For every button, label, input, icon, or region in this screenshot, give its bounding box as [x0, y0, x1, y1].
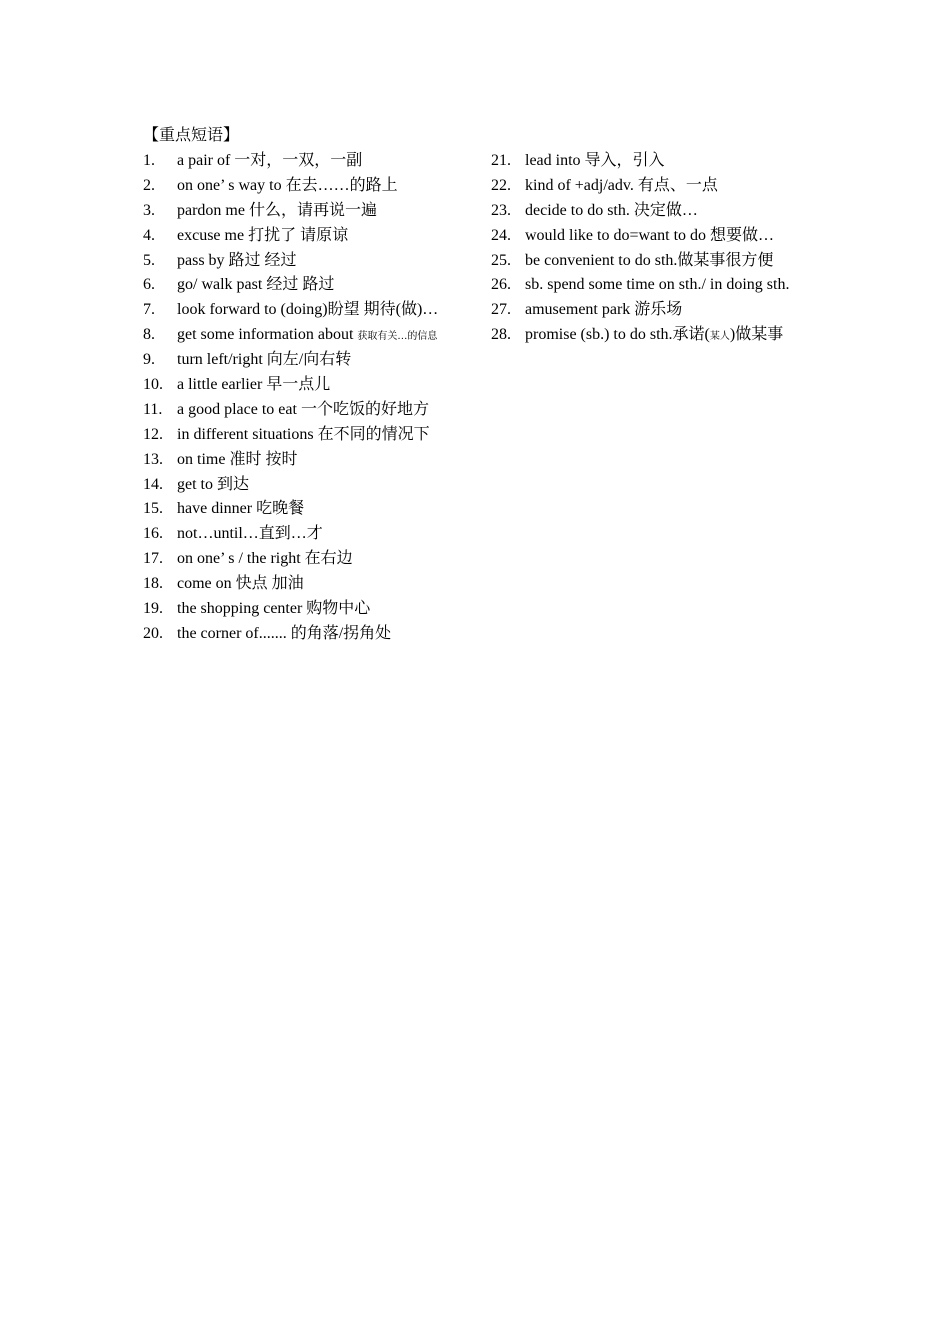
phrase-main: come on 快点 加油: [177, 575, 304, 593]
phrase-item: [491, 300, 789, 325]
phrase-text: [177, 574, 304, 599]
phrase-main: the shopping center 购物中心: [177, 600, 371, 618]
phrase-main: turn left/right 向左/向右转: [177, 351, 352, 369]
phrase-list-right: [491, 151, 789, 350]
phrase-number: 13.: [143, 450, 163, 468]
phrase-main: on time 准时 按时: [177, 450, 298, 468]
phrase-tail: )做某事: [729, 326, 784, 344]
phrase-number: 11.: [143, 400, 163, 418]
phrase-main: not…until…直到…才: [177, 525, 323, 543]
phrase-number: 14.: [143, 475, 163, 493]
phrase-number: 27.: [491, 301, 511, 319]
phrase-text: [177, 599, 370, 624]
phrase-number: 28.: [491, 326, 511, 344]
phrase-text: [177, 275, 334, 300]
phrase-number: 17.: [143, 550, 163, 568]
phrase-item: [143, 201, 438, 226]
phrase-main: be convenient to do sth.做某事很方便: [525, 251, 774, 269]
phrase-item: [143, 574, 438, 599]
phrase-main: look forward to (doing)盼望 期待(做)…: [177, 301, 439, 319]
phrase-number: 24.: [491, 226, 511, 244]
phrase-item: [491, 325, 789, 350]
phrase-text: [525, 300, 682, 325]
phrase-main: a good place to eat 一个吃饭的好地方: [177, 400, 429, 418]
phrase-list-left: [143, 151, 438, 649]
phrase-item: [143, 151, 438, 176]
phrase-number: 25.: [491, 251, 511, 269]
phrase-text: [525, 176, 718, 201]
phrase-item: [143, 251, 438, 276]
phrase-main: promise (sb.) to do sth.承诺(: [525, 326, 710, 344]
phrase-text: [177, 300, 438, 325]
phrase-number: 19.: [143, 600, 163, 618]
phrase-number: 20.: [143, 624, 163, 642]
phrase-text: [177, 450, 297, 475]
phrase-text: [177, 176, 398, 201]
phrase-main: have dinner 吃晚餐: [177, 500, 305, 518]
phrase-number: 10.: [143, 376, 163, 394]
phrase-text: [177, 624, 391, 649]
phrase-text: [177, 549, 353, 574]
phrase-text: [177, 499, 304, 524]
phrase-number: 9.: [143, 351, 155, 369]
section-heading: 【重点短语】: [143, 127, 240, 144]
phrase-main: get some information about: [177, 326, 358, 344]
phrase-item: [143, 624, 438, 649]
phrase-number: 2.: [143, 176, 155, 194]
phrase-text: [177, 475, 249, 500]
phrase-text: [177, 201, 377, 226]
phrase-item: [143, 300, 438, 325]
phrase-small-note: 获取有关…的信息: [357, 331, 438, 343]
phrase-main: pardon me 什么，请再说一遍: [177, 201, 377, 219]
phrase-text: [525, 251, 773, 276]
phrase-text: [525, 201, 698, 226]
phrase-main: the corner of....... 的角落/拐角处: [177, 624, 392, 642]
phrase-number: 26.: [491, 276, 511, 294]
phrase-item: [143, 524, 438, 549]
phrase-number: 23.: [491, 201, 511, 219]
phrase-text: [177, 400, 429, 425]
phrase-main: go/ walk past 经过 路过: [177, 276, 335, 294]
phrase-item: [143, 375, 438, 400]
phrase-main: lead into 导入，引入: [525, 152, 665, 169]
phrase-number: 15.: [143, 500, 163, 518]
phrase-text: [177, 251, 297, 276]
phrase-item: [143, 475, 438, 500]
phrase-main: decide to do sth. 决定做…: [525, 201, 698, 219]
phrase-text: [525, 226, 774, 251]
phrase-number: 22.: [491, 176, 511, 194]
phrase-main: would like to do=want to do 想要做…: [525, 226, 775, 244]
phrase-item: [143, 325, 438, 350]
phrase-item: [143, 275, 438, 300]
phrase-main: get to 到达: [177, 475, 249, 493]
phrase-item: [491, 251, 789, 276]
phrase-number: 5.: [143, 251, 155, 269]
phrase-main: in different situations 在不同的情况下: [177, 425, 430, 443]
phrase-number: 3.: [143, 201, 155, 219]
phrase-main: a little earlier 早一点儿: [177, 376, 331, 394]
phrase-main: a pair of 一对，一双，一副: [177, 152, 363, 169]
phrase-item: [143, 226, 438, 251]
phrase-main: sb. spend some time on sth./ in doing sth.: [525, 276, 790, 294]
phrase-item: [491, 201, 789, 226]
phrase-item: [491, 151, 789, 176]
phrase-item: [491, 275, 789, 300]
phrase-item: [491, 226, 789, 251]
phrase-item: [491, 176, 789, 201]
phrase-main: excuse me 打扰了 请原谅: [177, 226, 349, 244]
phrase-text: [177, 151, 362, 176]
phrase-number: 1.: [143, 152, 155, 169]
phrase-text: [525, 325, 783, 350]
phrase-text: [177, 325, 437, 350]
phrase-item: [143, 599, 438, 624]
phrase-text: [177, 375, 330, 400]
phrase-number: 12.: [143, 425, 163, 443]
phrase-text: [177, 425, 430, 450]
phrase-item: [143, 450, 438, 475]
phrase-main: on one’ s way to 在去……的路上: [177, 176, 398, 194]
phrase-number: 8.: [143, 326, 155, 344]
phrase-item: [143, 425, 438, 450]
phrase-main: amusement park 游乐场: [525, 301, 683, 319]
phrase-text: [177, 524, 323, 549]
phrase-item: [143, 350, 438, 375]
phrase-item: [143, 499, 438, 524]
phrase-number: 7.: [143, 301, 155, 319]
phrase-main: kind of +adj/adv. 有点、一点: [525, 176, 718, 194]
phrase-text: [177, 226, 348, 251]
phrase-number: 6.: [143, 276, 155, 294]
phrase-text: [177, 350, 351, 375]
phrase-item: [143, 176, 438, 201]
phrase-small-note: 某人: [709, 331, 730, 343]
phrase-main: on one’ s / the right 在右边: [177, 550, 353, 568]
phrase-number: 4.: [143, 226, 155, 244]
phrase-item: [143, 400, 438, 425]
phrase-number: 16.: [143, 525, 163, 543]
phrase-text: [525, 275, 789, 300]
phrase-item: [143, 549, 438, 574]
phrase-text: [525, 151, 665, 176]
phrase-number: 18.: [143, 575, 163, 593]
phrase-number: 21.: [491, 152, 511, 169]
phrase-main: pass by 路过 经过: [177, 251, 297, 269]
